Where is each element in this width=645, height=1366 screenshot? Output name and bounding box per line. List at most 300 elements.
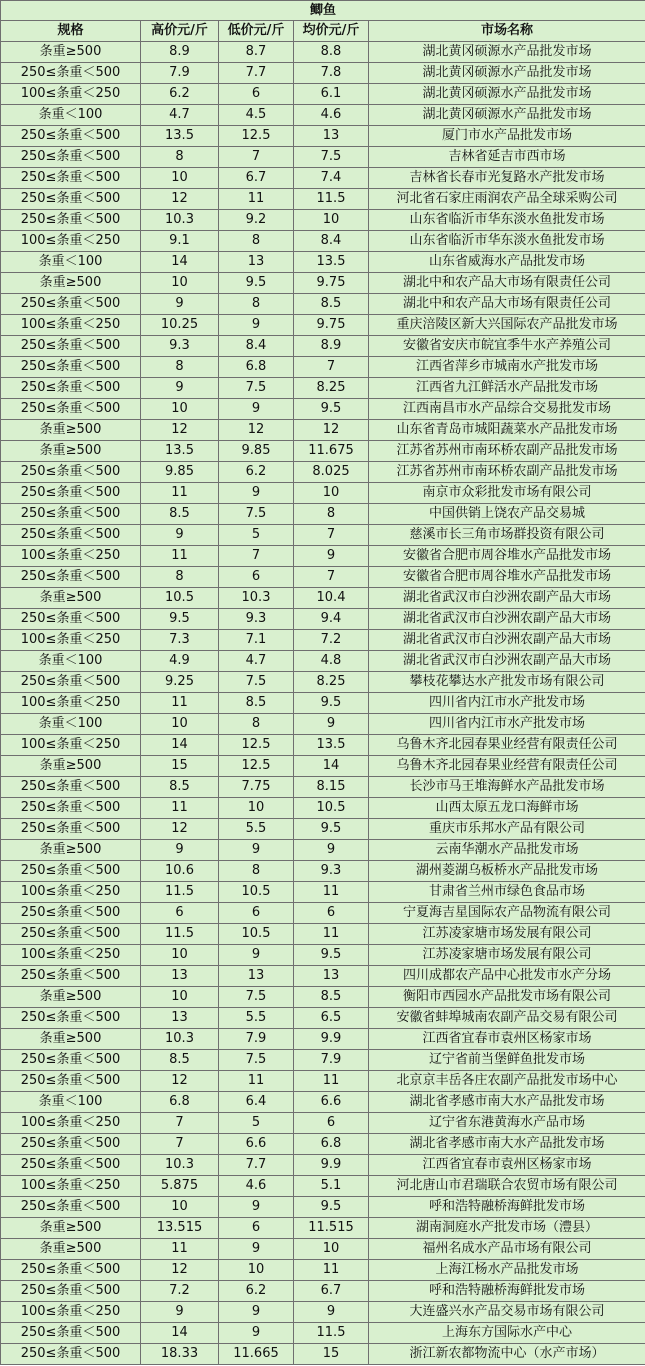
cell-avg-price: 6.1 bbox=[294, 84, 369, 105]
table-row bbox=[1, 63, 645, 84]
cell-spec: 250≤条重＜500 bbox=[1, 294, 141, 315]
cell-spec: 250≤条重＜500 bbox=[1, 504, 141, 525]
cell-market: 湖北黄冈硕源水产品批发市场 bbox=[369, 84, 645, 105]
cell-low-price: 4.7 bbox=[219, 651, 294, 672]
cell-market: 大连盛兴水产品交易市场有限公司 bbox=[369, 1302, 645, 1323]
cell-market: 山东省临沂市华东淡水鱼批发市场 bbox=[369, 231, 645, 252]
table-row bbox=[1, 399, 645, 420]
cell-avg-price: 9.5 bbox=[294, 399, 369, 420]
cell-market: 安徽省合肥市周谷堆水产品批发市场 bbox=[369, 546, 645, 567]
cell-market: 江苏省苏州市南环桥农副产品批发市场 bbox=[369, 462, 645, 483]
cell-spec: 100≤条重＜250 bbox=[1, 630, 141, 651]
cell-low-price: 9 bbox=[219, 483, 294, 504]
table-row bbox=[1, 651, 645, 672]
cell-market: 长沙市马王堆海鲜水产品批发市场 bbox=[369, 777, 645, 798]
cell-market: 四川成都农产品中心批发市水产分场 bbox=[369, 966, 645, 987]
cell-spec: 100≤条重＜250 bbox=[1, 84, 141, 105]
cell-spec: 250≤条重＜500 bbox=[1, 609, 141, 630]
cell-low-price: 12 bbox=[219, 420, 294, 441]
cell-market: 湖北省孝感市南大水产品批发市场 bbox=[369, 1092, 645, 1113]
cell-spec: 100≤条重＜250 bbox=[1, 882, 141, 903]
table-row bbox=[1, 735, 645, 756]
cell-spec: 250≤条重＜500 bbox=[1, 147, 141, 168]
cell-high-price: 4.9 bbox=[141, 651, 219, 672]
cell-low-price: 5.5 bbox=[219, 819, 294, 840]
cell-low-price: 10 bbox=[219, 798, 294, 819]
cell-low-price: 7.75 bbox=[219, 777, 294, 798]
table-row bbox=[1, 1197, 645, 1218]
cell-low-price: 8 bbox=[219, 231, 294, 252]
cell-high-price: 10 bbox=[141, 168, 219, 189]
cell-high-price: 10 bbox=[141, 399, 219, 420]
cell-avg-price: 4.6 bbox=[294, 105, 369, 126]
cell-spec: 250≤条重＜500 bbox=[1, 819, 141, 840]
cell-market: 甘肃省兰州市绿色食品市场 bbox=[369, 882, 645, 903]
table-row bbox=[1, 168, 645, 189]
cell-avg-price: 8.4 bbox=[294, 231, 369, 252]
table-row bbox=[1, 1113, 645, 1134]
cell-avg-price: 8.15 bbox=[294, 777, 369, 798]
cell-spec: 条重≥500 bbox=[1, 420, 141, 441]
cell-avg-price: 13.5 bbox=[294, 252, 369, 273]
cell-avg-price: 7.8 bbox=[294, 63, 369, 84]
cell-low-price: 5.5 bbox=[219, 1008, 294, 1029]
cell-market: 江西省宜春市袁州区杨家市场 bbox=[369, 1155, 645, 1176]
table-row bbox=[1, 1239, 645, 1260]
header-avg-price: 均价元/斤 bbox=[294, 21, 369, 42]
cell-high-price: 13.5 bbox=[141, 126, 219, 147]
cell-low-price: 6 bbox=[219, 84, 294, 105]
cell-low-price: 11 bbox=[219, 1071, 294, 1092]
cell-high-price: 13 bbox=[141, 1008, 219, 1029]
cell-low-price: 8.7 bbox=[219, 42, 294, 63]
cell-spec: 条重≥500 bbox=[1, 840, 141, 861]
cell-avg-price: 7.4 bbox=[294, 168, 369, 189]
table-row bbox=[1, 882, 645, 903]
cell-spec: 250≤条重＜500 bbox=[1, 1155, 141, 1176]
cell-high-price: 11 bbox=[141, 693, 219, 714]
table-row bbox=[1, 273, 645, 294]
cell-low-price: 8 bbox=[219, 714, 294, 735]
header-low-price: 低价元/斤 bbox=[219, 21, 294, 42]
table-row bbox=[1, 546, 645, 567]
cell-market: 重庆市乐邦水产品有限公司 bbox=[369, 819, 645, 840]
cell-avg-price: 7.9 bbox=[294, 1050, 369, 1071]
table-row bbox=[1, 945, 645, 966]
cell-spec: 250≤条重＜500 bbox=[1, 210, 141, 231]
cell-high-price: 7.2 bbox=[141, 1281, 219, 1302]
cell-avg-price: 11.5 bbox=[294, 189, 369, 210]
cell-high-price: 11.5 bbox=[141, 924, 219, 945]
cell-high-price: 4.7 bbox=[141, 105, 219, 126]
cell-high-price: 9 bbox=[141, 840, 219, 861]
cell-market: 乌鲁木齐北园春果业经营有限责任公司 bbox=[369, 756, 645, 777]
cell-avg-price: 13 bbox=[294, 126, 369, 147]
cell-avg-price: 9 bbox=[294, 546, 369, 567]
cell-spec: 250≤条重＜500 bbox=[1, 861, 141, 882]
cell-avg-price: 6.8 bbox=[294, 1134, 369, 1155]
cell-market: 湖南洞庭水产批发市场（澧县） bbox=[369, 1218, 645, 1239]
table-row bbox=[1, 1176, 645, 1197]
cell-spec: 条重≥500 bbox=[1, 588, 141, 609]
cell-high-price: 9.5 bbox=[141, 609, 219, 630]
cell-avg-price: 8 bbox=[294, 504, 369, 525]
cell-high-price: 6.2 bbox=[141, 84, 219, 105]
cell-market: 河北唐山市君瑞联合农贸市场有限公司 bbox=[369, 1176, 645, 1197]
cell-low-price: 6.2 bbox=[219, 1281, 294, 1302]
cell-high-price: 10 bbox=[141, 1197, 219, 1218]
cell-market: 湖北省武汉市白沙洲农副产品大市场 bbox=[369, 630, 645, 651]
table-row bbox=[1, 903, 645, 924]
cell-spec: 条重≥500 bbox=[1, 273, 141, 294]
table-row bbox=[1, 588, 645, 609]
cell-market: 湖北中和农产品大市场有限责任公司 bbox=[369, 273, 645, 294]
cell-low-price: 8.5 bbox=[219, 693, 294, 714]
table-row bbox=[1, 231, 645, 252]
cell-avg-price: 6.6 bbox=[294, 1092, 369, 1113]
cell-market: 吉林省延吉市西市场 bbox=[369, 147, 645, 168]
cell-low-price: 6.6 bbox=[219, 1134, 294, 1155]
cell-market: 山东省临沂市华东淡水鱼批发市场 bbox=[369, 210, 645, 231]
cell-spec: 100≤条重＜250 bbox=[1, 546, 141, 567]
table-row bbox=[1, 462, 645, 483]
cell-market: 湖州菱湖乌板桥水产品批发市场 bbox=[369, 861, 645, 882]
cell-spec: 100≤条重＜250 bbox=[1, 1176, 141, 1197]
table-row bbox=[1, 42, 645, 63]
table-row bbox=[1, 756, 645, 777]
cell-low-price: 7.5 bbox=[219, 672, 294, 693]
cell-low-price: 6.7 bbox=[219, 168, 294, 189]
cell-avg-price: 11 bbox=[294, 924, 369, 945]
table-row bbox=[1, 1260, 645, 1281]
cell-low-price: 12.5 bbox=[219, 735, 294, 756]
cell-spec: 100≤条重＜250 bbox=[1, 1113, 141, 1134]
header-market: 市场名称 bbox=[369, 21, 645, 42]
cell-market: 湖北黄冈硕源水产品批发市场 bbox=[369, 63, 645, 84]
cell-high-price: 8.5 bbox=[141, 777, 219, 798]
cell-market: 山东省青岛市城阳蔬菜水产品批发市场 bbox=[369, 420, 645, 441]
cell-spec: 250≤条重＜500 bbox=[1, 1071, 141, 1092]
cell-market: 慈溪市长三角市场群投资有限公司 bbox=[369, 525, 645, 546]
cell-spec: 250≤条重＜500 bbox=[1, 462, 141, 483]
cell-market: 攀枝花攀达水产批发市场有限公司 bbox=[369, 672, 645, 693]
cell-low-price: 9.5 bbox=[219, 273, 294, 294]
cell-avg-price: 8.8 bbox=[294, 42, 369, 63]
cell-low-price: 10.5 bbox=[219, 924, 294, 945]
cell-low-price: 9.2 bbox=[219, 210, 294, 231]
cell-avg-price: 7.5 bbox=[294, 147, 369, 168]
cell-market: 江西南昌市水产品综合交易批发市场 bbox=[369, 399, 645, 420]
cell-avg-price: 6 bbox=[294, 1113, 369, 1134]
table-row bbox=[1, 714, 645, 735]
cell-avg-price: 8.025 bbox=[294, 462, 369, 483]
table-row bbox=[1, 294, 645, 315]
cell-high-price: 10.3 bbox=[141, 210, 219, 231]
cell-spec: 250≤条重＜500 bbox=[1, 525, 141, 546]
cell-high-price: 12 bbox=[141, 1260, 219, 1281]
cell-low-price: 8.4 bbox=[219, 336, 294, 357]
cell-low-price: 5 bbox=[219, 1113, 294, 1134]
cell-low-price: 6.4 bbox=[219, 1092, 294, 1113]
cell-avg-price: 9.75 bbox=[294, 315, 369, 336]
cell-spec: 250≤条重＜500 bbox=[1, 798, 141, 819]
cell-high-price: 9.1 bbox=[141, 231, 219, 252]
cell-spec: 250≤条重＜500 bbox=[1, 378, 141, 399]
cell-high-price: 10.5 bbox=[141, 588, 219, 609]
cell-low-price: 9 bbox=[219, 399, 294, 420]
cell-spec: 250≤条重＜500 bbox=[1, 483, 141, 504]
cell-low-price: 10.3 bbox=[219, 588, 294, 609]
cell-high-price: 12 bbox=[141, 1071, 219, 1092]
cell-low-price: 6 bbox=[219, 567, 294, 588]
cell-avg-price: 10.5 bbox=[294, 798, 369, 819]
cell-spec: 条重＜100 bbox=[1, 252, 141, 273]
cell-high-price: 10.3 bbox=[141, 1155, 219, 1176]
table-row bbox=[1, 924, 645, 945]
cell-high-price: 13.515 bbox=[141, 1218, 219, 1239]
cell-low-price: 7 bbox=[219, 546, 294, 567]
cell-market: 江西省萍乡市城南水产批发市场 bbox=[369, 357, 645, 378]
cell-high-price: 11 bbox=[141, 546, 219, 567]
cell-spec: 250≤条重＜500 bbox=[1, 399, 141, 420]
cell-market: 江苏省苏州市南环桥农副产品批发市场 bbox=[369, 441, 645, 462]
cell-spec: 250≤条重＜500 bbox=[1, 336, 141, 357]
cell-avg-price: 14 bbox=[294, 756, 369, 777]
cell-high-price: 11.5 bbox=[141, 882, 219, 903]
cell-spec: 250≤条重＜500 bbox=[1, 126, 141, 147]
cell-avg-price: 13 bbox=[294, 966, 369, 987]
cell-low-price: 9 bbox=[219, 1239, 294, 1260]
cell-market: 衡阳市西园水产品批发市场有限公司 bbox=[369, 987, 645, 1008]
cell-low-price: 9 bbox=[219, 840, 294, 861]
cell-market: 吉林省长春市光复路水产批发市场 bbox=[369, 168, 645, 189]
table-row bbox=[1, 819, 645, 840]
cell-low-price: 9 bbox=[219, 945, 294, 966]
cell-spec: 250≤条重＜500 bbox=[1, 63, 141, 84]
cell-spec: 250≤条重＜500 bbox=[1, 924, 141, 945]
table-row bbox=[1, 1050, 645, 1071]
cell-spec: 条重＜100 bbox=[1, 105, 141, 126]
cell-market: 安徽省蚌埠城南农副产品交易有限公司 bbox=[369, 1008, 645, 1029]
cell-spec: 250≤条重＜500 bbox=[1, 966, 141, 987]
table-row bbox=[1, 567, 645, 588]
cell-market: 浙江新农都物流中心（水产市场） bbox=[369, 1344, 645, 1365]
table-row bbox=[1, 483, 645, 504]
cell-spec: 250≤条重＜500 bbox=[1, 1281, 141, 1302]
cell-avg-price: 9.9 bbox=[294, 1155, 369, 1176]
cell-spec: 250≤条重＜500 bbox=[1, 357, 141, 378]
cell-high-price: 6.8 bbox=[141, 1092, 219, 1113]
cell-avg-price: 9.3 bbox=[294, 861, 369, 882]
cell-avg-price: 6.7 bbox=[294, 1281, 369, 1302]
table-row bbox=[1, 105, 645, 126]
cell-market: 云南华潮水产品批发市场 bbox=[369, 840, 645, 861]
cell-market: 湖北黄冈硕源水产品批发市场 bbox=[369, 42, 645, 63]
table-row bbox=[1, 1029, 645, 1050]
cell-avg-price: 9 bbox=[294, 1302, 369, 1323]
cell-high-price: 10 bbox=[141, 273, 219, 294]
table-row bbox=[1, 189, 645, 210]
cell-spec: 条重≥500 bbox=[1, 1239, 141, 1260]
cell-market: 中国供销上饶农产品交易城 bbox=[369, 504, 645, 525]
cell-low-price: 7.7 bbox=[219, 63, 294, 84]
cell-high-price: 12 bbox=[141, 189, 219, 210]
table-row bbox=[1, 1344, 645, 1365]
cell-spec: 100≤条重＜250 bbox=[1, 693, 141, 714]
table-row bbox=[1, 1071, 645, 1092]
cell-low-price: 12.5 bbox=[219, 756, 294, 777]
cell-high-price: 13 bbox=[141, 966, 219, 987]
cell-market: 上海东方国际水产中心 bbox=[369, 1323, 645, 1344]
cell-spec: 100≤条重＜250 bbox=[1, 945, 141, 966]
cell-low-price: 10 bbox=[219, 1260, 294, 1281]
cell-avg-price: 11 bbox=[294, 1071, 369, 1092]
cell-low-price: 7.5 bbox=[219, 987, 294, 1008]
cell-market: 湖北省孝感市南大水产品批发市场 bbox=[369, 1134, 645, 1155]
table-row bbox=[1, 1155, 645, 1176]
table-row bbox=[1, 315, 645, 336]
cell-high-price: 6 bbox=[141, 903, 219, 924]
header-high-price: 高价元/斤 bbox=[141, 21, 219, 42]
cell-market: 重庆涪陵区新大兴国际农产品批发市场 bbox=[369, 315, 645, 336]
table-row bbox=[1, 1218, 645, 1239]
cell-spec: 100≤条重＜250 bbox=[1, 1302, 141, 1323]
cell-spec: 250≤条重＜500 bbox=[1, 903, 141, 924]
cell-high-price: 9.25 bbox=[141, 672, 219, 693]
cell-spec: 250≤条重＜500 bbox=[1, 777, 141, 798]
cell-low-price: 4.6 bbox=[219, 1176, 294, 1197]
table-row bbox=[1, 693, 645, 714]
cell-low-price: 6.2 bbox=[219, 462, 294, 483]
cell-low-price: 7.5 bbox=[219, 378, 294, 399]
cell-avg-price: 12 bbox=[294, 420, 369, 441]
cell-market: 北京京丰岳各庄农副产品批发市场中心 bbox=[369, 1071, 645, 1092]
cell-avg-price: 15 bbox=[294, 1344, 369, 1365]
cell-low-price: 5 bbox=[219, 525, 294, 546]
cell-high-price: 8 bbox=[141, 567, 219, 588]
cell-avg-price: 8.5 bbox=[294, 294, 369, 315]
cell-market: 南京市众彩批发市场有限公司 bbox=[369, 483, 645, 504]
cell-high-price: 7 bbox=[141, 1134, 219, 1155]
cell-high-price: 8.5 bbox=[141, 504, 219, 525]
cell-high-price: 10 bbox=[141, 945, 219, 966]
cell-market: 湖北省武汉市白沙洲农副产品大市场 bbox=[369, 651, 645, 672]
table-row bbox=[1, 672, 645, 693]
cell-avg-price: 11 bbox=[294, 1260, 369, 1281]
cell-avg-price: 10 bbox=[294, 483, 369, 504]
cell-market: 江苏凌家塘市场发展有限公司 bbox=[369, 945, 645, 966]
table-row bbox=[1, 420, 645, 441]
table-row bbox=[1, 861, 645, 882]
cell-high-price: 10 bbox=[141, 714, 219, 735]
cell-market: 四川省内江市水产批发市场 bbox=[369, 714, 645, 735]
cell-low-price: 7.5 bbox=[219, 504, 294, 525]
cell-market: 辽宁省前当堡鲜鱼批发市场 bbox=[369, 1050, 645, 1071]
cell-low-price: 13 bbox=[219, 252, 294, 273]
cell-avg-price: 8.9 bbox=[294, 336, 369, 357]
table-title-row bbox=[1, 1, 645, 21]
cell-low-price: 7.7 bbox=[219, 1155, 294, 1176]
cell-avg-price: 4.8 bbox=[294, 651, 369, 672]
cell-avg-price: 10 bbox=[294, 210, 369, 231]
cell-high-price: 10.3 bbox=[141, 1029, 219, 1050]
cell-spec: 条重＜100 bbox=[1, 1092, 141, 1113]
cell-high-price: 8.5 bbox=[141, 1050, 219, 1071]
table-row bbox=[1, 1134, 645, 1155]
table-row bbox=[1, 840, 645, 861]
cell-avg-price: 9.5 bbox=[294, 945, 369, 966]
cell-market: 呼和浩特融桥海鲜批发市场 bbox=[369, 1281, 645, 1302]
table-row bbox=[1, 1302, 645, 1323]
cell-spec: 250≤条重＜500 bbox=[1, 567, 141, 588]
table-row bbox=[1, 84, 645, 105]
cell-high-price: 10.25 bbox=[141, 315, 219, 336]
table-row bbox=[1, 609, 645, 630]
cell-high-price: 11 bbox=[141, 798, 219, 819]
cell-avg-price: 8.25 bbox=[294, 672, 369, 693]
cell-low-price: 11 bbox=[219, 189, 294, 210]
cell-low-price: 13 bbox=[219, 966, 294, 987]
cell-low-price: 12.5 bbox=[219, 126, 294, 147]
table-row bbox=[1, 378, 645, 399]
cell-low-price: 7 bbox=[219, 147, 294, 168]
cell-high-price: 9 bbox=[141, 1302, 219, 1323]
cell-market: 乌鲁木齐北园春果业经营有限责任公司 bbox=[369, 735, 645, 756]
cell-high-price: 14 bbox=[141, 1323, 219, 1344]
cell-low-price: 10.5 bbox=[219, 882, 294, 903]
cell-spec: 条重≥500 bbox=[1, 987, 141, 1008]
cell-spec: 250≤条重＜500 bbox=[1, 1050, 141, 1071]
cell-avg-price: 9.5 bbox=[294, 819, 369, 840]
cell-market: 山东省威海水产品批发市场 bbox=[369, 252, 645, 273]
cell-spec: 条重≥500 bbox=[1, 42, 141, 63]
cell-market: 湖北省武汉市白沙洲农副产品大市场 bbox=[369, 588, 645, 609]
cell-market: 安徽省安庆市皖宜季牛水产养殖公司 bbox=[369, 336, 645, 357]
cell-high-price: 12 bbox=[141, 420, 219, 441]
cell-market: 安徽省合肥市周谷堆水产品批发市场 bbox=[369, 567, 645, 588]
cell-low-price: 9 bbox=[219, 1323, 294, 1344]
cell-market: 山西太原五龙口海鲜市场 bbox=[369, 798, 645, 819]
cell-high-price: 18.33 bbox=[141, 1344, 219, 1365]
cell-market: 江苏凌家塘市场发展有限公司 bbox=[369, 924, 645, 945]
table-title: 鲫鱼 bbox=[1, 1, 645, 21]
table-row bbox=[1, 357, 645, 378]
cell-spec: 条重≥500 bbox=[1, 756, 141, 777]
cell-spec: 100≤条重＜250 bbox=[1, 231, 141, 252]
cell-low-price: 6 bbox=[219, 1218, 294, 1239]
cell-high-price: 11 bbox=[141, 483, 219, 504]
cell-low-price: 9 bbox=[219, 1197, 294, 1218]
table-row bbox=[1, 252, 645, 273]
cell-market: 福州名成水产品市场有限公司 bbox=[369, 1239, 645, 1260]
cell-high-price: 13.5 bbox=[141, 441, 219, 462]
cell-low-price: 9 bbox=[219, 315, 294, 336]
cell-low-price: 9.3 bbox=[219, 609, 294, 630]
cell-market: 呼和浩特融桥海鲜批发市场 bbox=[369, 1197, 645, 1218]
cell-market: 江西省宜春市袁州区杨家市场 bbox=[369, 1029, 645, 1050]
cell-spec: 250≤条重＜500 bbox=[1, 1260, 141, 1281]
cell-spec: 条重≥500 bbox=[1, 1029, 141, 1050]
table-row bbox=[1, 1008, 645, 1029]
cell-high-price: 8.9 bbox=[141, 42, 219, 63]
cell-low-price: 8 bbox=[219, 294, 294, 315]
cell-avg-price: 10 bbox=[294, 1239, 369, 1260]
cell-high-price: 10 bbox=[141, 987, 219, 1008]
cell-spec: 250≤条重＜500 bbox=[1, 168, 141, 189]
table-row bbox=[1, 441, 645, 462]
cell-high-price: 8 bbox=[141, 147, 219, 168]
table-row bbox=[1, 630, 645, 651]
